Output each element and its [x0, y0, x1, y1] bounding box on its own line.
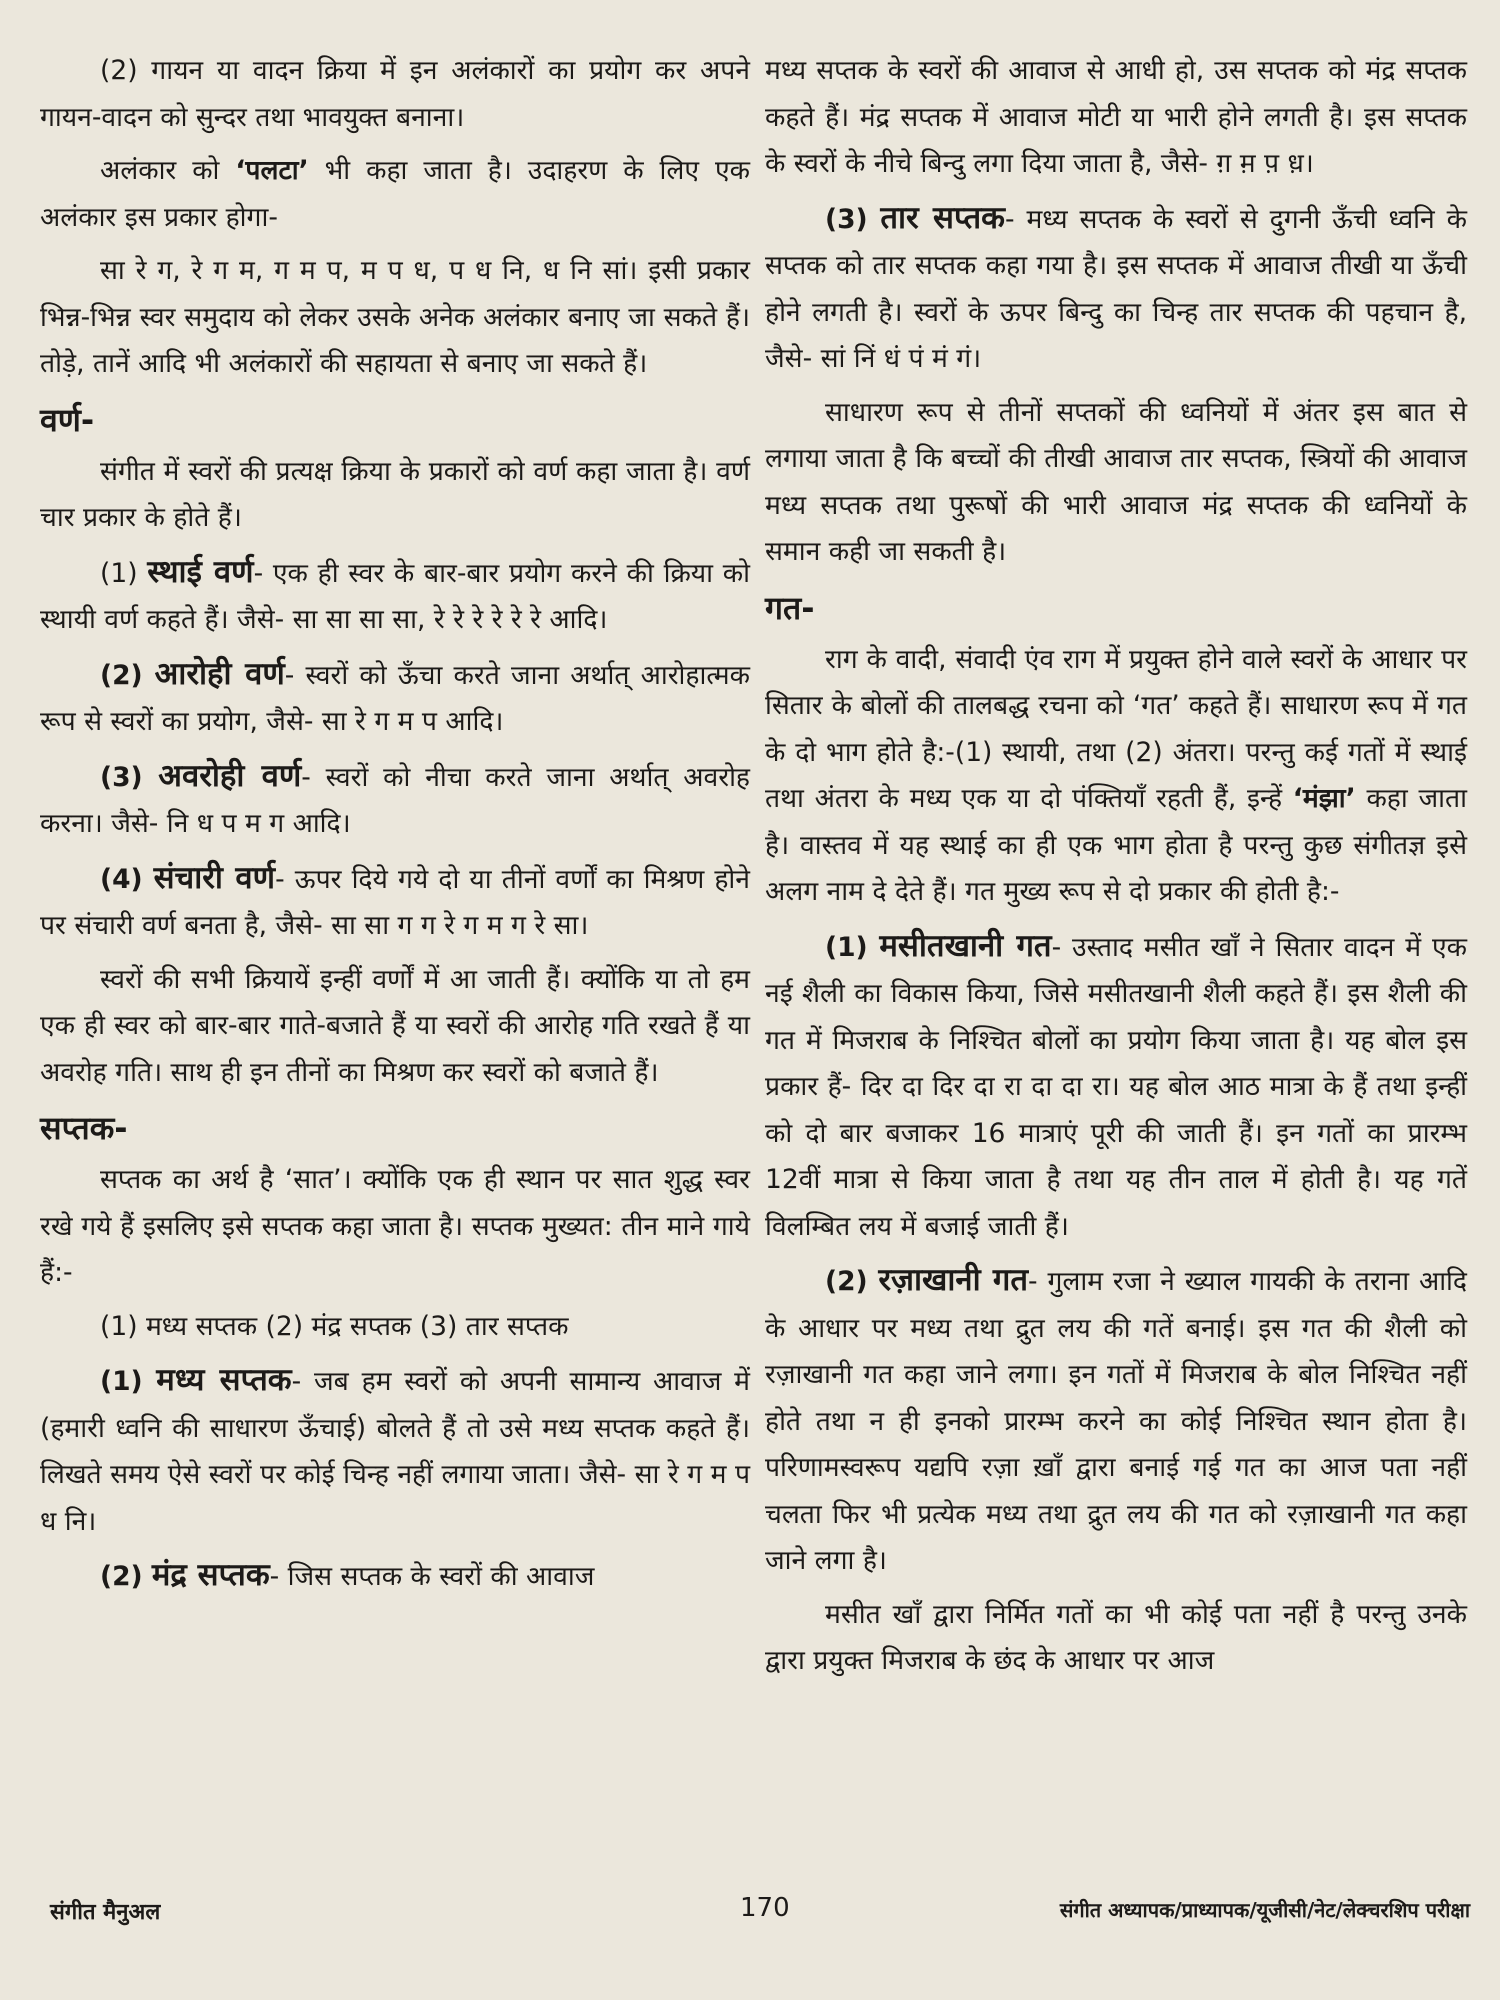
mandra-saptak-continued-paragraph: मध्य सप्तक के स्वरों की आवाज से आधी हो, उस सप्तक को मंद्र सप्तक कहते हैं। मंद्र सप्तक में आवाज मोटी या भारी होने लगती है। इस सप्तक के स्वरों के नीचे बिन्दु लगा दिया जाता है, जैसे- ग़ म़ प़ ध़। [765, 55, 1467, 179]
sanchari-varn-number: (4) [100, 863, 154, 895]
gat-heading: गत- [765, 588, 815, 627]
sthai-varn-text: - एक ही स्वर के बार-बार प्रयोग करने की क्रिया को स्थायी वर्ण कहते हैं। जैसे- सा सा सा सा, रे रे रे रे रे रे आदि। [40, 557, 750, 635]
avarohi-varn-heading: अवरोही वर्ण [158, 757, 302, 794]
mandra-saptak-number: (2) [100, 1561, 152, 1592]
madhya-saptak-heading: मध्य सप्तक [156, 1362, 292, 1398]
left-column [40, 48, 750, 1608]
mandra-saptak-paragraph [40, 1552, 750, 1601]
varn-definition-paragraph: संगीत में स्वरों की प्रत्यक्ष क्रिया के प्रकारों को वर्ण कहा जाता है। वर्ण चार प्रकार के होते हैं। [40, 455, 750, 533]
gat-definition-text-a: राग के वादी, संवादी एंव राग में प्रयुक्त होने वाले स्वरों के आधार पर सितार के बोलों की तालबद्ध रचना को ‘गत’ कहते हैं। साधारण रूप में गत के दो भाग होते है:-(1) स्थायी, तथा (2) अंतरा। परन्तु कई गतों में स्थाई तथा अंतरा के मध्य एक या दो पंक्तियाँ रहती हैं, इन्हें [765, 643, 1467, 814]
saptak-comparison-paragraph: साधारण रूप से तीनों सप्तकों की ध्वनियों में अंतर इस बात से लगाया जाता है कि बच्चों की तीखी आवाज तार सप्तक, स्त्रियों की आवाज मध्य सप्तक तथा पुरूषों की भारी आवाज मंद्र सप्तक की ध्वनियों के समान कही जा सकती है। [765, 396, 1467, 567]
madhya-saptak-text: - जब हम स्वरों को अपनी सामान्य आवाज में (हमारी ध्वनि की साधारण ऊँचाई) बोलते हैं तो उसे मध्य सप्तक कहते हैं। लिखते समय ऐसे स्वरों पर कोई चिन्ह नहीं लगाया जाता। जैसे- सा रे ग म प ध नि। [40, 1366, 751, 1537]
masitkhani-gat-text: - उस्ताद मसीत खाँ ने सितार वादन में एक नई शैली का विकास किया, जिसे मसीतखानी शैली कहते हैं। इस शैली की गत में मिजराब के निश्चित बोलों का प्रयोग किया जाता है। यह बोल इस प्रकार हैं- दिर दा दिर दा रा दा दा रा। यह बोल आठ मात्रा के हैं तथा इन्हीं को दो बार बजाकर 16 मात्राएं पूरी की जाती हैं। इन गतों का प्रारम्भ 12वीं मात्रा से किया जाता है तथा यह तीन ताल में होती है। यह गतें विलम्बित लय में बजाई जाती हैं। [765, 931, 1468, 1242]
sanchari-varn-heading: संचारी वर्ण [153, 859, 276, 896]
madhya-saptak-number: (1) [100, 1366, 157, 1397]
footer-book-title: संगीत मैनुअल [50, 1900, 161, 1925]
avarohi-varn-text: - स्वरों को नीचा करते जाना अर्थात् अवरोह करना। जैसे- नि ध प म ग आदि। [40, 761, 751, 839]
saptak-types-line: (1) मध्य सप्तक (2) मंद्र सप्तक (3) तार सप्तक [100, 1310, 569, 1342]
sanchari-varn-paragraph [40, 855, 750, 950]
mandra-saptak-text: - जिस सप्तक के स्वरों की आवाज [269, 1561, 595, 1592]
footer-exam-title: संगीत अध्यापक/प्राध्यापक/यूजीसी/नेट/लेक्चरशिप परीक्षा [1059, 1898, 1470, 1922]
page-footer [50, 1893, 1470, 1936]
varn-summary-paragraph: स्वरों की सभी क्रियायें इन्हीं वर्णों में आ जाती हैं। क्योंकि या तो हम एक ही स्वर को बार-बार गाते-बजाते हैं या स्वरों की आरोह गति रखते हैं या अवरोह गति। साथ ही इन तीनों का मिश्रण कर स्वरों को बजाते हैं। [40, 963, 750, 1088]
arohi-varn-heading: आरोही वर्ण [154, 655, 285, 692]
varn-heading: वर्ण- [40, 400, 95, 439]
arohi-varn-text: - स्वरों को ऊँचा करते जाना अर्थात् आरोहात्मक रूप से स्वरों का प्रयोग, जैसे- सा रे ग म प आदि। [40, 659, 750, 737]
gat-definition-text-b: कहा जाता है। वास्तव में यह स्थाई का ही एक भाग होता है परन्तु कुछ संगीतज्ञ इसे अलग नाम दे देते हैं। गत मुख्य रूप से दो प्रकार की होती है:- [765, 783, 1467, 907]
taar-saptak-heading: तार सप्तक [880, 199, 1005, 236]
right-column [765, 48, 1467, 1692]
taar-saptak-number: (3) [825, 203, 881, 235]
arohi-varn-number: (2) [100, 659, 155, 691]
manjha-term: ‘मंझा’ [1292, 783, 1356, 814]
masitkhani-gat-paragraph [765, 923, 1467, 1251]
masit-khan-closing-paragraph: मसीत खाँ द्वारा निर्मित गतों का भी कोई पता नहीं है परन्तु उनके द्वारा प्रयुक्त मिजराब के छंद के आधार पर आज [765, 1598, 1467, 1676]
taar-saptak-paragraph [765, 195, 1467, 383]
alankar-purpose-paragraph: (2) गायन या वादन क्रिया में इन अलंकारों का प्रयोग कर अपने गायन-वादन को सुन्दर तथा भावयुक्त बनाना। [40, 55, 750, 133]
mandra-saptak-heading: मंद्र सप्तक [151, 1557, 270, 1593]
palta-paragraph [40, 148, 750, 241]
sthai-varn-heading: स्थाई वर्ण [147, 553, 254, 590]
palta-text-b: भी कहा जाता है। उदाहरण के लिए एक अलंकार इस प्रकार होगा- [40, 155, 750, 233]
saptak-definition-paragraph: सप्तक का अर्थ है ‘सात’। क्योंकि एक ही स्थान पर सात शुद्ध स्वर रखे गये हैं इसलिए इसे सप्तक कहा जाता है। सप्तक मुख्यत: तीन माने गाये हैं:- [40, 1164, 750, 1288]
taar-saptak-text: - मध्य सप्तक के स्वरों से दुगनी ऊँची ध्वनि के सप्तक को तार सप्तक कहा गया है। इस सप्तक में आवाज तीखी या ऊँची होने लगती है। स्वरों के ऊपर बिन्दु का चिन्ह तार सप्तक की पहचान है, जैसे- सां निं धं पं मं गं। [765, 203, 1467, 374]
razakhani-gat-heading: रज़ाखानी गत [878, 1262, 1029, 1298]
palta-text-a: अलंकार को [100, 155, 236, 186]
razakhani-gat-paragraph [765, 1257, 1467, 1585]
razakhani-gat-number: (2) [825, 1266, 879, 1297]
palta-term: ‘पलटा’ [235, 155, 309, 186]
sthai-varn-paragraph [40, 549, 750, 644]
saptak-heading: सप्तक- [40, 1109, 128, 1147]
avarohi-varn-number: (3) [100, 761, 159, 793]
razakhani-gat-text: - गुलाम रजा ने ख्याल गायकी के तराना आदि के आधार पर मध्य तथा द्रुत लय की गतें बनाई। इस गत की शैली को रज़ाखानी गत कहा जाने लगा। इन गतों में मिजराब के बोल निश्चित नहीं होते तथा न ही इनको प्रारम्भ करने का कोई निश्चित स्थान होता है। परिणामस्वरूप यद्यपि रज़ा ख़ाँ द्वारा बनाई गई गत का आज पता नहीं चलता फिर भी प्रत्येक मध्य तथा द्रुत लय की गत को रज़ाखानी गत कहा जाने लगा है। [765, 1266, 1467, 1576]
masitkhani-gat-heading: मसीतखानी गत [879, 927, 1052, 964]
gat-definition-paragraph [765, 637, 1467, 916]
arohi-varn-paragraph [40, 651, 750, 746]
avarohi-varn-paragraph [40, 753, 750, 848]
sthai-varn-number: (1) [100, 557, 148, 589]
masitkhani-gat-number: (1) [825, 931, 880, 963]
page-number: 170 [740, 1893, 790, 1923]
alankar-example-paragraph: सा रे ग, रे ग म, ग म प, म प ध, प ध नि, ध नि सां। इसी प्रकार भिन्न-भिन्न स्वर समुदाय को लेकर उसके अनेक अलंकार बनाए जा सकते हैं। तोड़े, तानें आदि भी अलंकारों की सहायता से बनाए जा सकते हैं। [40, 255, 750, 379]
madhya-saptak-paragraph [40, 1357, 750, 1545]
sanchari-varn-text: - ऊपर दिये गये दो या तीनों वर्णों का मिश्रण होने पर संचारी वर्ण बनता है, जैसे- सा सा ग ग रे ग म ग रे सा। [40, 863, 750, 941]
